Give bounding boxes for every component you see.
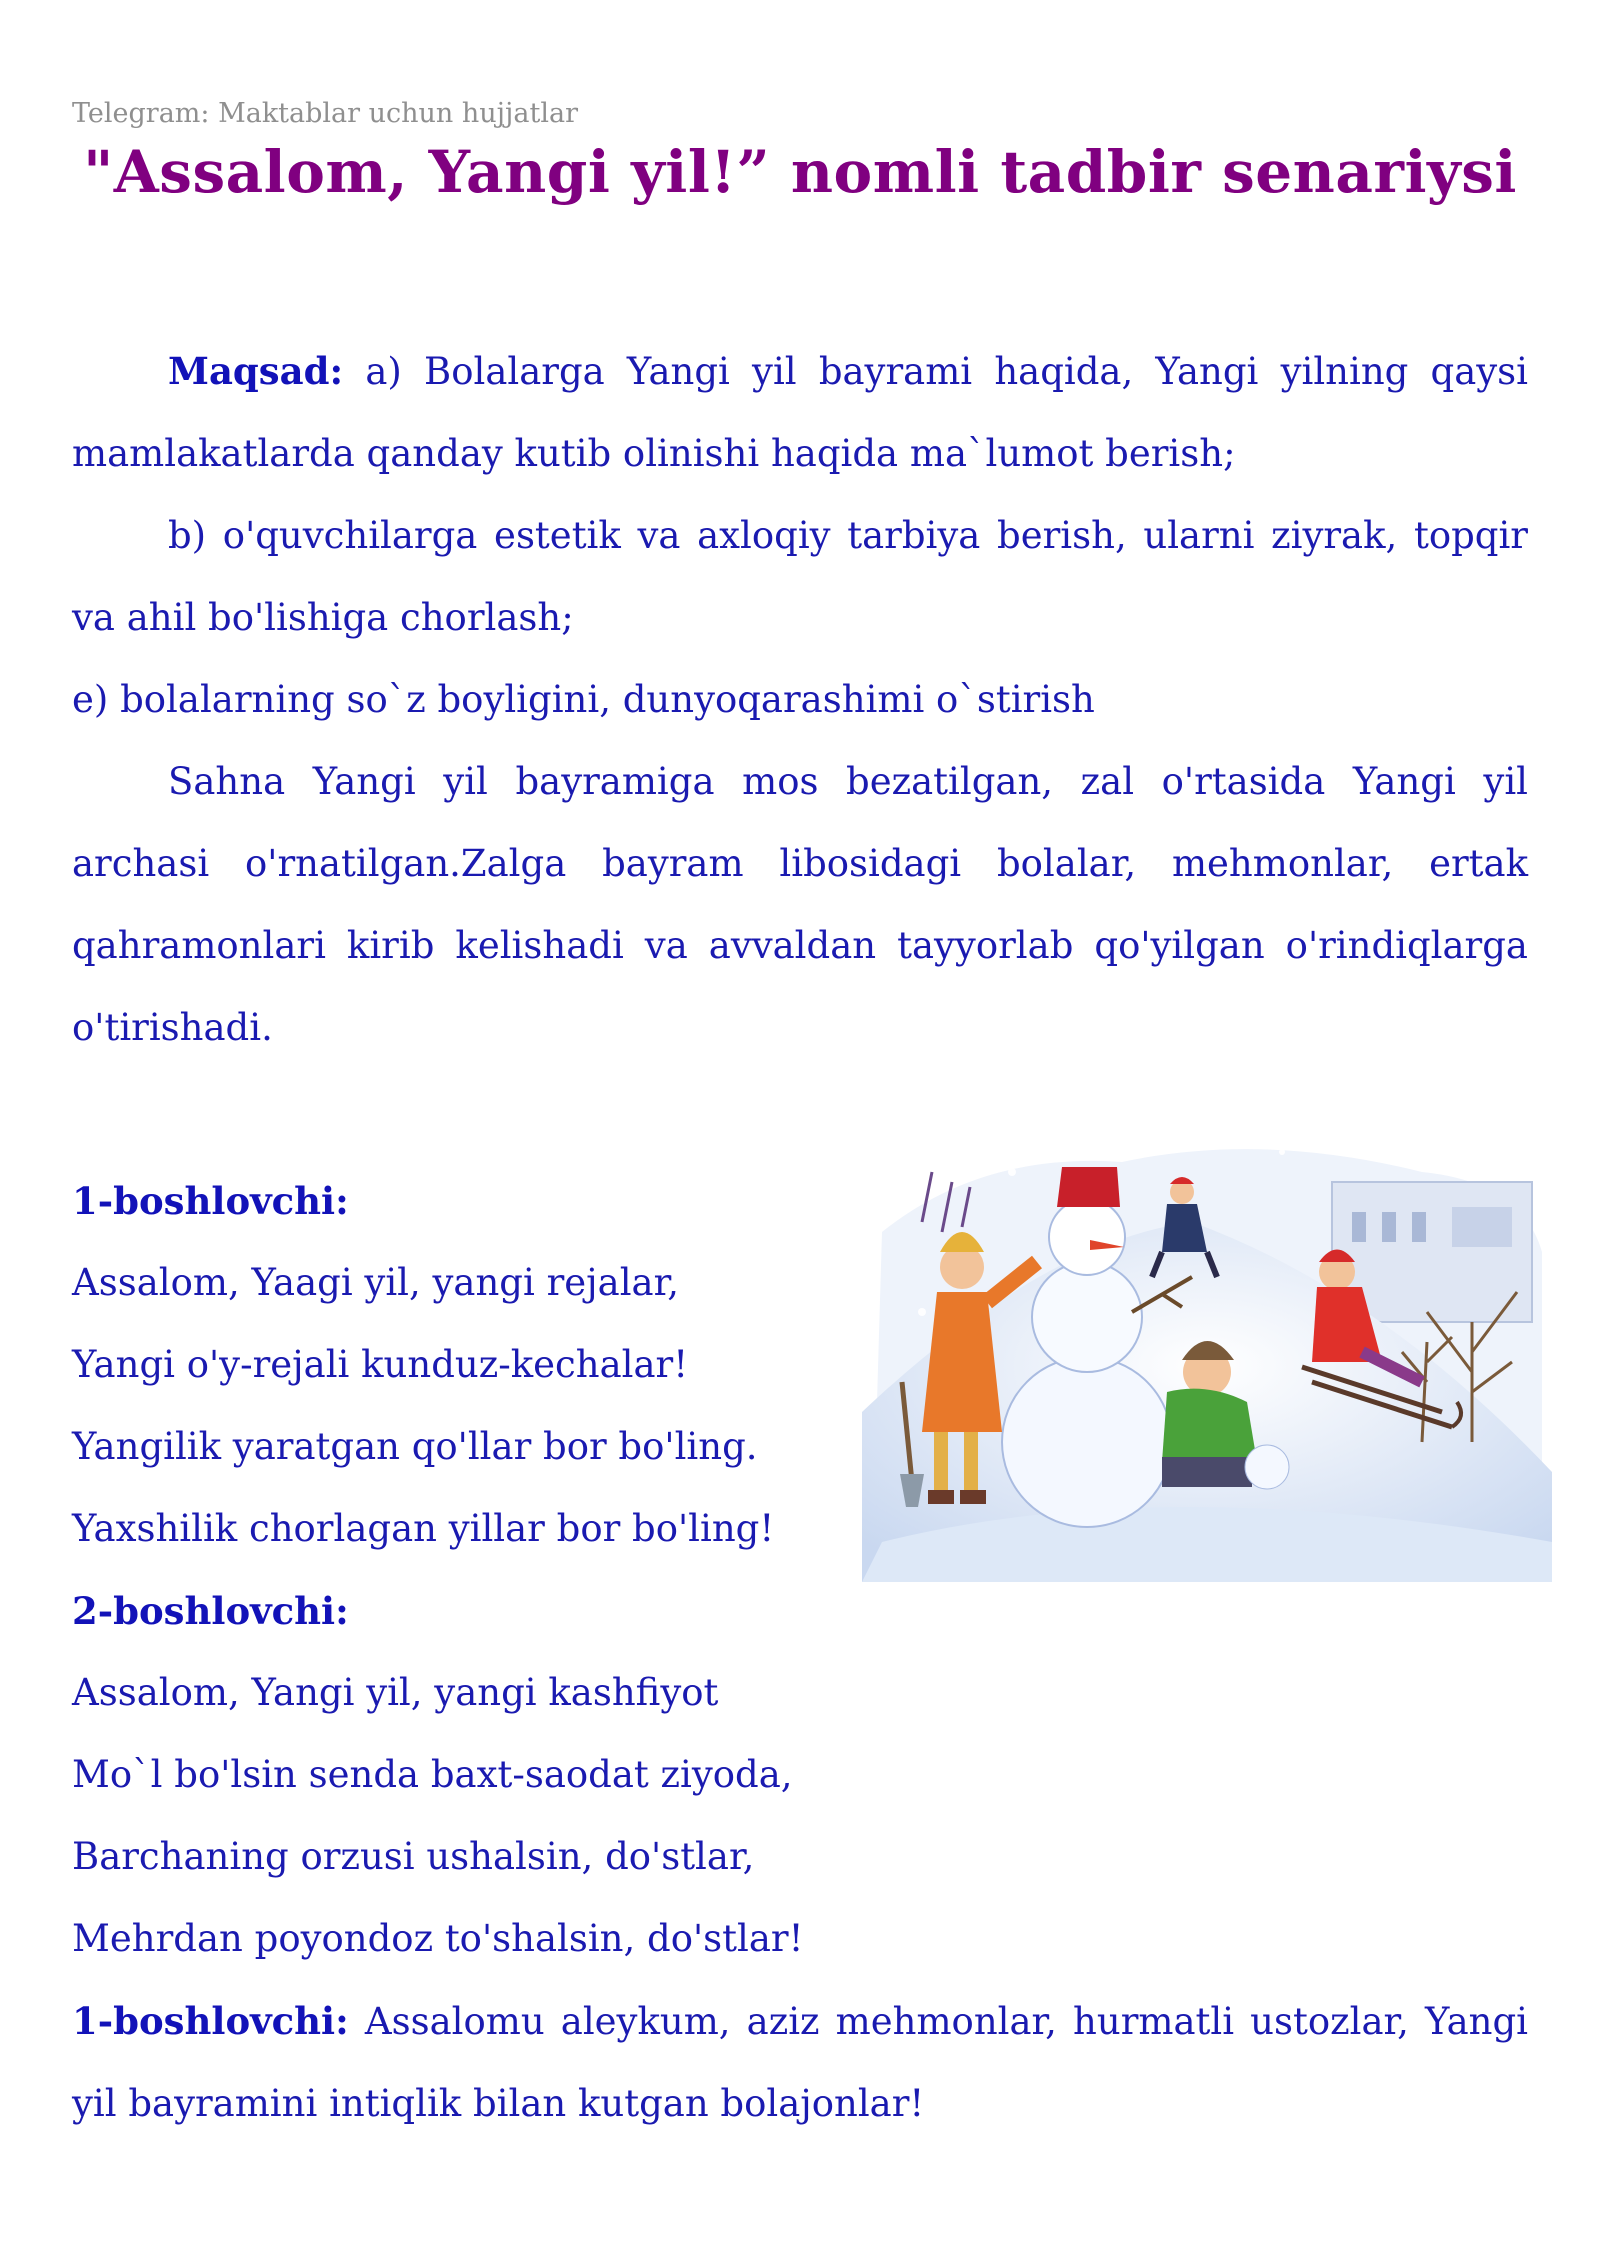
telegram-note: Telegram: Maktablar uchun hujjatlar	[72, 98, 578, 129]
intro-section	[72, 330, 1528, 1069]
verse2-line: Barchaning orzusi ushalsin, do'stlar,	[72, 1835, 755, 1878]
verse2-line: Mehrdan poyondoz to'shalsin, do'stlar!	[72, 1917, 804, 1960]
speaker-1-label: 1-boshlovchi:	[72, 1179, 349, 1223]
verse1-line: Yangilik yaratgan qo'llar bor bo'ling.	[72, 1425, 758, 1468]
dialogue-section	[72, 1160, 1528, 2145]
speaker-3-text: Assalomu aleykum, aziz mehmonlar, hurmatli ustozlar, Yangi yil bayramini intiqlik bilan kutgan bolajonlar!	[72, 2000, 1528, 2125]
goal-a-text: a) Bolalarga Yangi yil bayrami haqida, Yangi yilning qaysi mamlakatlarda qanday kutib olinishi haqida ma`lumot berish;	[72, 350, 1528, 475]
verse2-line: Assalom, Yangi yil, yangi kashfiyot	[72, 1671, 719, 1714]
verse1-line: Yangi o'y-rejali kunduz-kechalar!	[72, 1343, 689, 1386]
speaker-2-label: 2-boshlovchi:	[72, 1589, 349, 1633]
speaker-3-label: 1-boshlovchi:	[72, 1999, 349, 2043]
goal-paragraph-a	[72, 330, 1528, 495]
goal-label: Maqsad:	[168, 349, 344, 393]
goal-paragraph-b: b) o'quvchilarga estetik va axloqiy tarbiya berish, ularni ziyrak, topqir va ahil bo'lishiga chorlash;	[72, 514, 1528, 639]
verse1-line: Assalom, Yaagi yil, yangi rejalar,	[72, 1261, 679, 1304]
scene-paragraph: Sahna Yangi yil bayramiga mos bezatilgan, zal o'rtasida Yangi yil archasi o'rnatilgan.Zalga bayram libosidagi bolalar, mehmonlar, ertak qahramonlari kirib kelishadi va avvaldan tayyorlab qo'yilgan o'rindiqlarga o'tirishadi.	[72, 760, 1528, 1049]
verse2-line: Mo`l bo'lsin senda baxt-saodat ziyoda,	[72, 1753, 793, 1796]
speaker-3-paragraph	[72, 1980, 1528, 2145]
page-title: "Assalom, Yangi yil!” nomli tadbir senariysi	[83, 138, 1517, 206]
verse1-line: Yaxshilik chorlagan yillar bor bo'ling!	[72, 1507, 775, 1550]
goal-paragraph-e: e) bolalarning so`z boyligini, dunyoqarashimi o`stirish	[72, 678, 1095, 721]
